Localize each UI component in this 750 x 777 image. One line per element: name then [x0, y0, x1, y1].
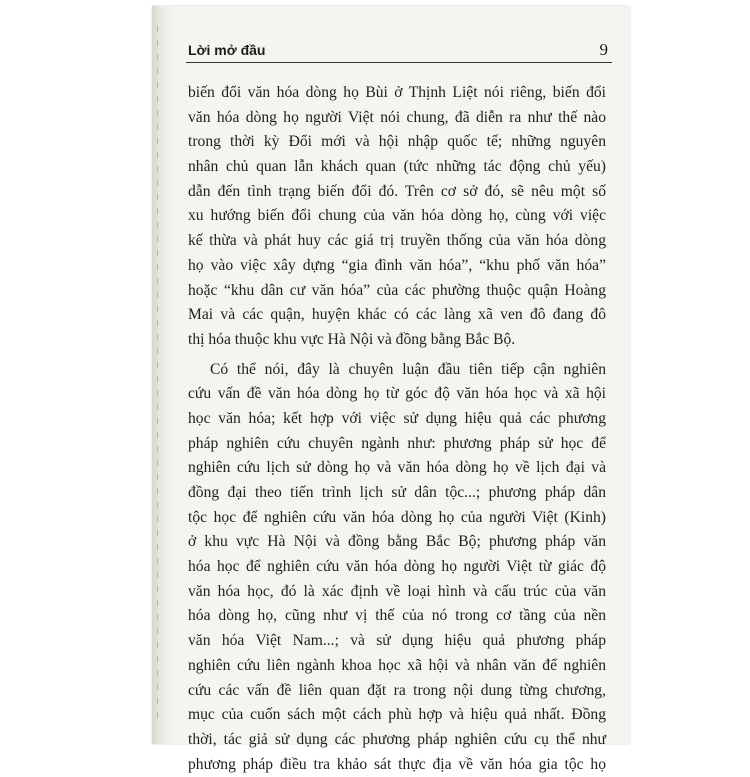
- text-line: văn hóa dòng họ người Việt nói chung, đã diễn ra như thế nào: [188, 108, 606, 126]
- text-line: tộc học để nghiên cứu văn hóa dòng họ của người Việt (Kinh): [188, 508, 606, 526]
- text-line: văn hóa Việt Nam...; và sử dụng hiệu quả phương pháp: [188, 632, 606, 650]
- text-line: đồng đại theo tiến trình lịch sử dân tộc...; phương pháp dân: [188, 484, 606, 501]
- text-line: xu hướng biến đổi chung của văn hóa dòng họ, cùng với việc: [188, 207, 606, 225]
- chapter-title: Lời mở đầu: [188, 42, 266, 58]
- text-line: cứu vấn đề văn hóa dòng họ từ góc độ văn hóa học và xã hội: [188, 385, 606, 403]
- text-line: hoặc “khu dân cư văn hóa” của các phường thuộc quận Hoàng: [188, 281, 606, 299]
- page-binding-edge: [152, 6, 172, 744]
- paragraph: [188, 358, 606, 777]
- paragraph: [188, 81, 606, 353]
- text-line: kế thừa và phát huy các giá trị truyền thống của văn hóa dòng: [188, 232, 606, 250]
- text-line: thị hóa thuộc khu vực Hà Nội và đồng bằng Bắc Bộ.: [188, 330, 516, 348]
- text-line: dẫn đến tình trạng biến đổi đó. Trên cơ sở đó, sẽ nêu một số: [188, 182, 606, 200]
- running-header: [186, 38, 612, 63]
- body-text: [188, 81, 606, 777]
- text-line: nghiên cứu liên ngành khoa học xã hội và nhân văn để nghiên: [188, 656, 606, 674]
- book-page: [152, 6, 630, 773]
- text-line: mục của cuốn sách một cách phù hợp và hiệu quả nhất. Đồng: [188, 706, 606, 724]
- text-line: ở khu vực Hà Nội và đồng bằng Bắc Bộ; phương pháp văn: [188, 533, 606, 551]
- text-line: họ vào việc xây dựng “gia đình văn hóa”, “khu phố văn hóa”: [188, 256, 606, 274]
- text-line: trong thời kỳ Đổi mới và hội nhập quốc tế; những nguyên: [188, 133, 606, 151]
- text-line: Mai và các quận, huyện khác có các làng xã ven đô đang đô: [188, 306, 606, 324]
- text-line: nghiên cứu lịch sử dòng họ và văn hóa dòng họ về lịch đại và: [188, 459, 606, 477]
- text-line: hóa dòng họ, cũng như vị thế của nó trong cơ tầng của nền: [188, 607, 606, 625]
- text-line: cứu các vấn đề liên quan đặt ra trong nội dung từng chương,: [188, 681, 606, 699]
- text-line: học văn hóa; kết hợp với việc sử dụng hiệu quả các phương: [188, 409, 606, 427]
- text-line: thời, tác giả sử dụng các phương pháp nghiên cứu cụ thể như: [188, 730, 606, 748]
- text-line: biến đổi văn hóa dòng họ Bùi ở Thịnh Liệt nói riêng, biến đổi: [188, 84, 606, 101]
- text-line: hóa học để nghiên cứu văn hóa dòng họ người Việt từ giác độ: [188, 558, 606, 576]
- page-number: 9: [599, 40, 608, 59]
- text-line: Có thể nói, đây là chuyên luận đầu tiên tiếp cận nghiên: [210, 360, 606, 378]
- text-line: văn hóa học, đó là xác định về loại hình và cấu trúc của văn: [188, 582, 606, 600]
- text-line: nhân chủ quan lẫn khách quan (tức những tác động chủ yếu): [188, 158, 606, 176]
- text-line: phương pháp điều tra khảo sát thực địa về văn hóa gia tộc họ: [188, 755, 606, 773]
- text-line: pháp nghiên cứu chuyên ngành như: phương pháp sử học để: [188, 434, 606, 452]
